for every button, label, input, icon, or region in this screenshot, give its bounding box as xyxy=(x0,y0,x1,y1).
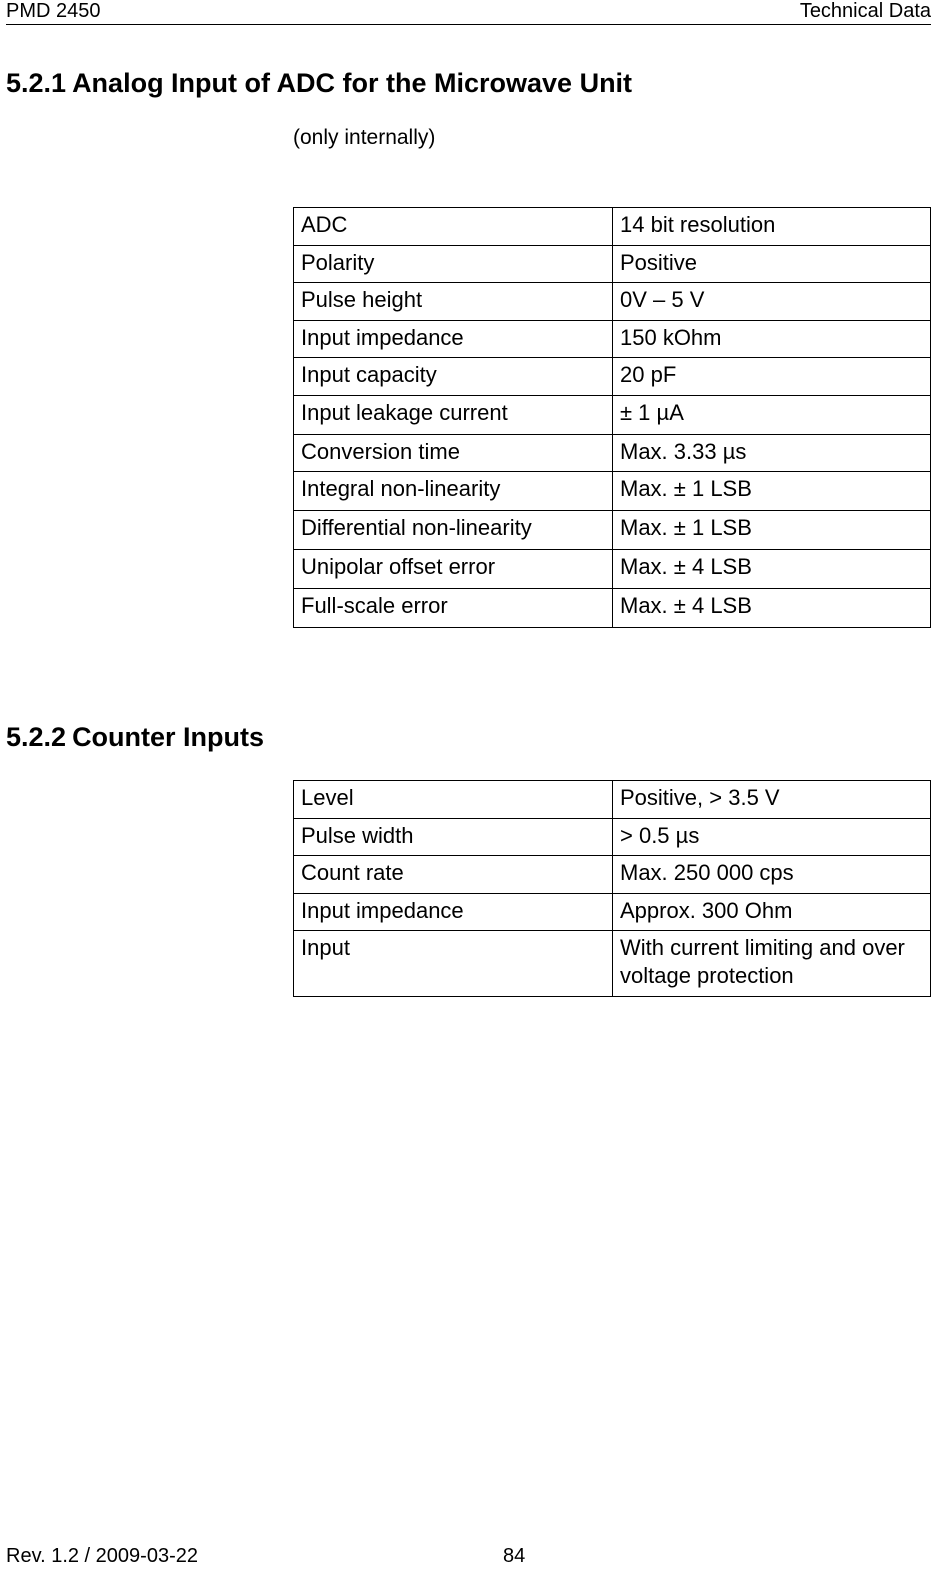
table-row xyxy=(294,395,931,434)
table-row xyxy=(294,434,931,472)
value-cell: ± 1 µA xyxy=(613,395,931,434)
value-cell: Positive, > 3.5 V xyxy=(613,781,931,819)
param-cell: Level xyxy=(294,781,613,819)
value-cell: Max. 3.33 µs xyxy=(613,434,931,472)
value-cell: Max. 250 000 cps xyxy=(613,856,931,894)
revision-date: Rev. 1.2 / 2009-03-22 xyxy=(6,1545,198,1567)
value-cell: 14 bit resolution xyxy=(613,208,931,246)
param-cell: Pulse height xyxy=(294,283,613,321)
param-cell: Input xyxy=(294,931,613,997)
value-cell: Max. ± 1 LSB xyxy=(613,472,931,511)
document-id: PMD 2450 xyxy=(6,0,101,22)
table-row xyxy=(294,245,931,283)
param-cell: Input impedance xyxy=(294,320,613,358)
section-title: Analog Input of ADC for the Microwave Unit xyxy=(72,68,633,98)
value-cell: Max. ± 4 LSB xyxy=(613,589,931,628)
table-row xyxy=(294,511,931,550)
value-cell: > 0.5 µs xyxy=(613,818,931,856)
value-cell: With current limiting and over voltage protection xyxy=(613,931,931,997)
header-section-name: Technical Data xyxy=(799,0,931,22)
section-title: Counter Inputs xyxy=(72,722,265,752)
table-row xyxy=(294,358,931,396)
table-row xyxy=(294,931,931,997)
page-footer xyxy=(6,1545,931,1575)
value-cell: Max. ± 1 LSB xyxy=(613,511,931,550)
value-cell: 150 kOhm xyxy=(613,320,931,358)
table-row xyxy=(294,320,931,358)
param-cell: Polarity xyxy=(294,245,613,283)
param-cell: Unipolar offset error xyxy=(294,550,613,589)
section-note: (only internally) xyxy=(293,126,436,149)
param-cell: Pulse width xyxy=(294,818,613,856)
param-cell: Full-scale error xyxy=(294,589,613,628)
section-heading-5-2-2 xyxy=(6,722,264,753)
adc-spec-table xyxy=(293,207,931,628)
section-number: 5.2.1 xyxy=(6,68,67,98)
table-row xyxy=(294,818,931,856)
page-header xyxy=(6,0,931,25)
section-heading-5-2-1 xyxy=(6,68,632,99)
param-cell: Count rate xyxy=(294,856,613,894)
value-cell: Max. ± 4 LSB xyxy=(613,550,931,589)
table-row xyxy=(294,893,931,931)
table-row xyxy=(294,550,931,589)
param-cell: Integral non-linearity xyxy=(294,472,613,511)
param-cell: ADC xyxy=(294,208,613,246)
table-row xyxy=(294,589,931,628)
param-cell: Conversion time xyxy=(294,434,613,472)
table-row xyxy=(294,856,931,894)
param-cell: Input leakage current xyxy=(294,395,613,434)
param-cell: Differential non-linearity xyxy=(294,511,613,550)
table-row xyxy=(294,472,931,511)
section-number: 5.2.2 xyxy=(6,722,67,752)
table-row xyxy=(294,208,931,246)
value-cell: Positive xyxy=(613,245,931,283)
value-cell: 20 pF xyxy=(613,358,931,396)
counter-spec-table xyxy=(293,780,931,997)
table-row xyxy=(294,283,931,321)
param-cell: Input capacity xyxy=(294,358,613,396)
table-row xyxy=(294,781,931,819)
value-cell: 0V – 5 V xyxy=(613,283,931,321)
param-cell: Input impedance xyxy=(294,893,613,931)
page-number: 84 xyxy=(503,1545,526,1567)
value-cell: Approx. 300 Ohm xyxy=(613,893,931,931)
